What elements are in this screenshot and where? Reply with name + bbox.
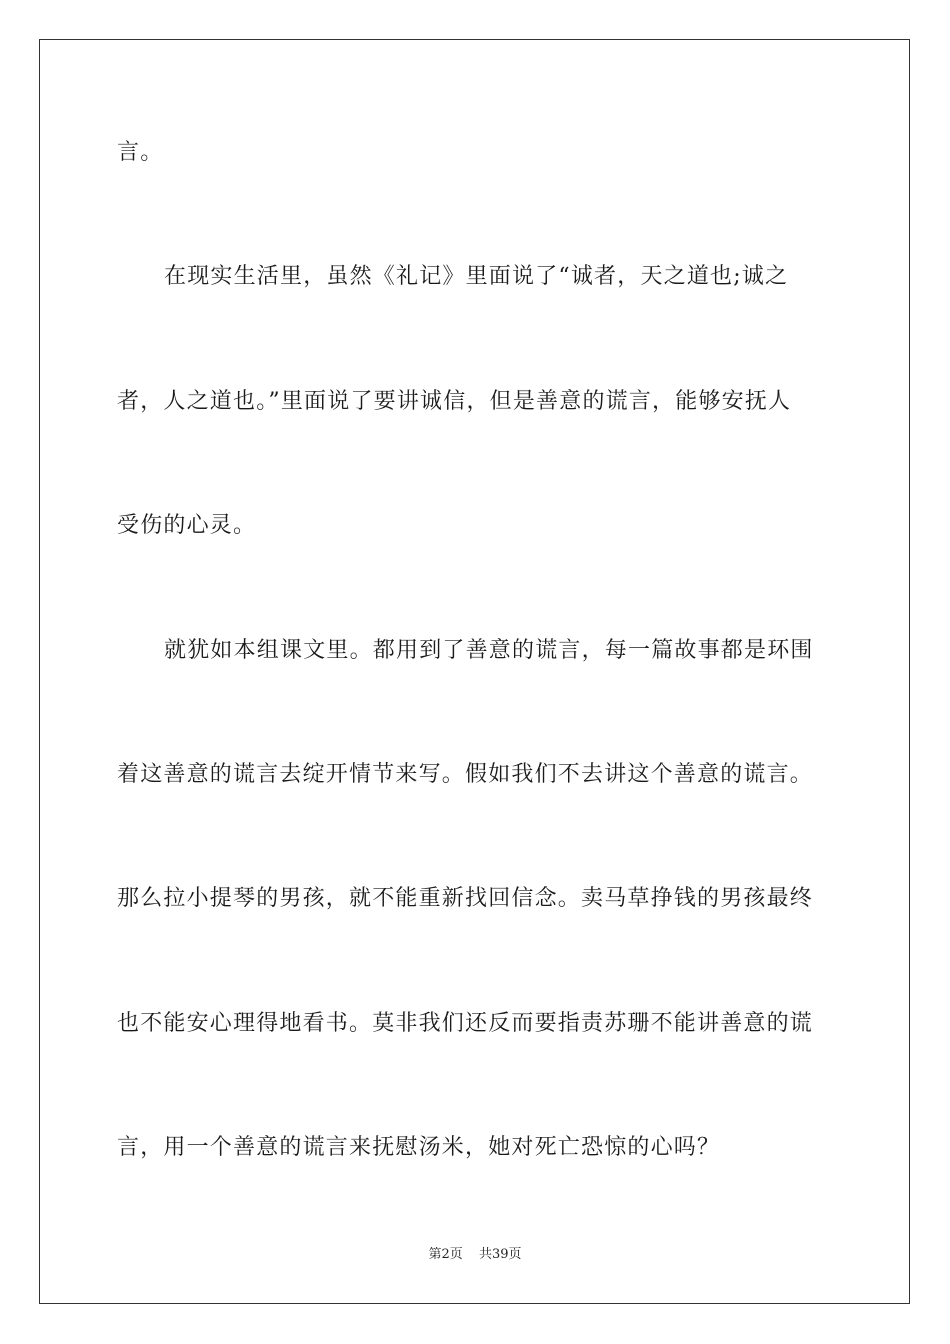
- text-line-6: 着这善意的谎言去绽开情节来写。假如我们不去讲这个善意的谎言。: [117, 762, 814, 787]
- text-line-5: 就犹如本组课文里。都用到了善意的谎言，每一篇故事都是环围: [164, 638, 814, 663]
- text-line-9: 言，用一个善意的谎言来抚慰汤米，她对死亡恐惊的心吗？: [117, 1135, 721, 1160]
- page-total: 共39页: [478, 1247, 522, 1262]
- text-line-7: 那么拉小提琴的男孩，就不能重新找回信念。卖马草挣钱的男孩最终: [117, 886, 814, 911]
- text-line-2: 在现实生活里，虽然《礼记》里面说了“诚者，天之道也;诚之: [164, 264, 789, 289]
- page-footer: [0, 1246, 950, 1264]
- page-frame: [39, 39, 910, 1304]
- text-line-1: 言。: [117, 140, 164, 165]
- page-number: 第2页: [428, 1247, 463, 1262]
- text-line-3: 者，人之道也。”里面说了要讲诚信，但是善意的谎言，能够安抚人: [117, 389, 792, 414]
- text-line-4: 受伤的心灵。: [117, 513, 257, 538]
- text-line-8: 也不能安心理得地看书。莫非我们还反而要指责苏珊不能讲善意的谎: [117, 1011, 814, 1036]
